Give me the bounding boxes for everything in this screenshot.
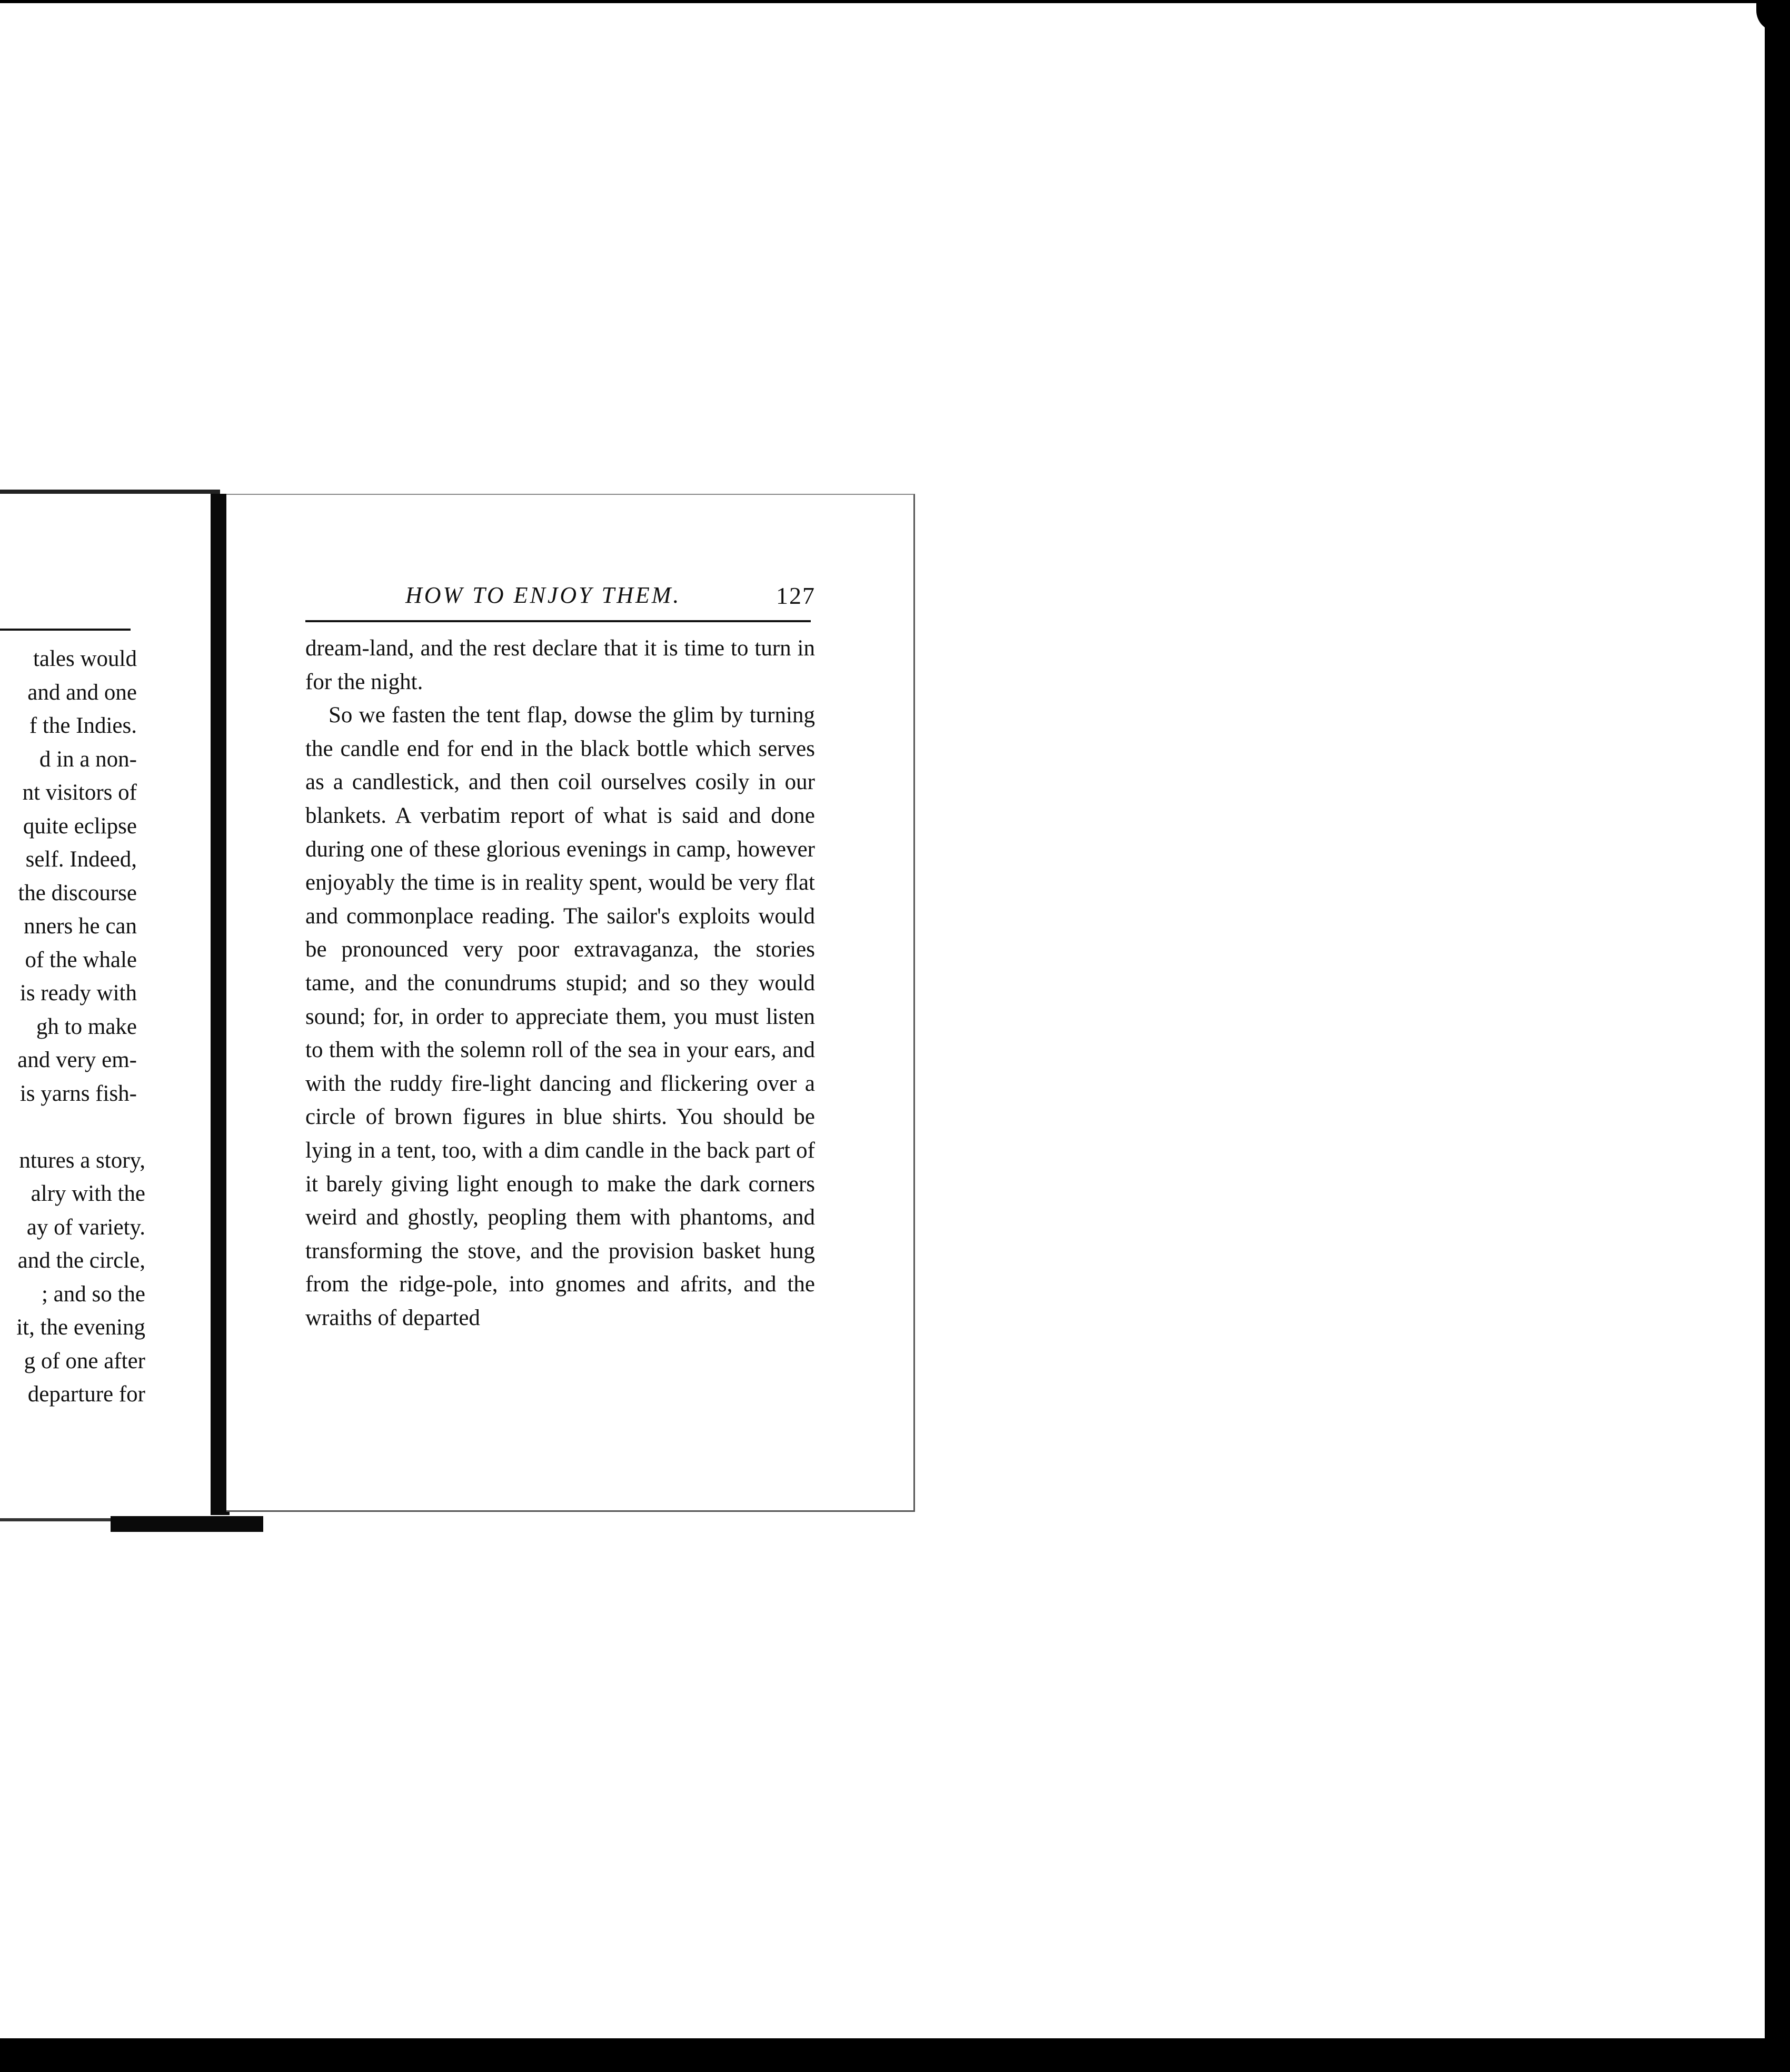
left-text-line: nt visitors of (22, 780, 137, 805)
left-text-line: g of one after (24, 1348, 145, 1373)
page-number: 127 (776, 582, 816, 609)
left-facing-page (0, 490, 220, 1521)
left-text-line: ay of variety. (26, 1214, 145, 1240)
page-body-text (305, 632, 815, 1334)
left-text-line: self. Indeed, (25, 847, 137, 872)
left-text-line: and very em- (17, 1048, 137, 1072)
left-text-line: is ready with (19, 981, 137, 1005)
left-text-line: alry with the (31, 1181, 145, 1206)
left-text-line: gh to make (36, 1014, 137, 1039)
left-text-line: is yarns fish- (19, 1081, 137, 1106)
left-text-line: quite eclipse (23, 813, 137, 839)
paragraph: dream-land, and the rest declare that it is time to turn in for the night. (305, 636, 815, 694)
left-text-line: of the whale (25, 947, 137, 972)
left-text-line: the discourse (18, 880, 137, 905)
left-text-line: f the Indies. (29, 713, 137, 738)
left-text-line: ntures a story, (19, 1148, 145, 1173)
left-text-line: and the circle, (17, 1248, 145, 1273)
running-head: HOW TO ENJOY THEM. (405, 582, 681, 608)
left-text-line: it, the evening (16, 1315, 145, 1340)
left-text-line: ; and so the (41, 1281, 145, 1307)
left-text-line: d in a non- (39, 746, 137, 772)
left-text-line: tales would (33, 646, 137, 671)
scan-border-top (0, 0, 1769, 3)
left-text-line: and and one (27, 680, 137, 705)
left-page-text (0, 642, 158, 1411)
left-blank-line (0, 1110, 137, 1144)
scan-border-bottom (0, 2038, 1790, 2072)
book-gutter-foot (111, 1516, 263, 1532)
scan-border-right (1765, 0, 1790, 2072)
left-text-line: departure for (27, 1382, 145, 1407)
left-text-line: nners he can (24, 914, 137, 939)
paragraph: So we fasten the tent flap, dowse the glim by turning the candle end for end in the black bottle which serves as a candlestick, and then coil ourselves cosily in our blankets. A verbatim report of what is said and done during one of these glorious evenings in camp, however enjoyably the time is in reality spent, would be very flat and commonplace reading. The sailor's exploits would be pronounced very poor extravaganza, the stories tame, and the conundrums stupid; and so they would sound; for, in order to appreciate them, you must listen to them with the solemn roll of the sea in your ears, and with the ruddy fire-light dancing and flickering over a circle of brown figures in blue shirts. You should be lying in a tent, too, with a dim candle in the back part of it barely giving light enough to make the dark corners weird and ghostly, peopling them with phantoms, and transforming the stove, and the provision basket hung from the ridge-pole, into gnomes and afrits, and the wraiths of departed (305, 703, 815, 1330)
left-page-head-rule (0, 629, 131, 631)
running-head-rule (305, 620, 811, 622)
